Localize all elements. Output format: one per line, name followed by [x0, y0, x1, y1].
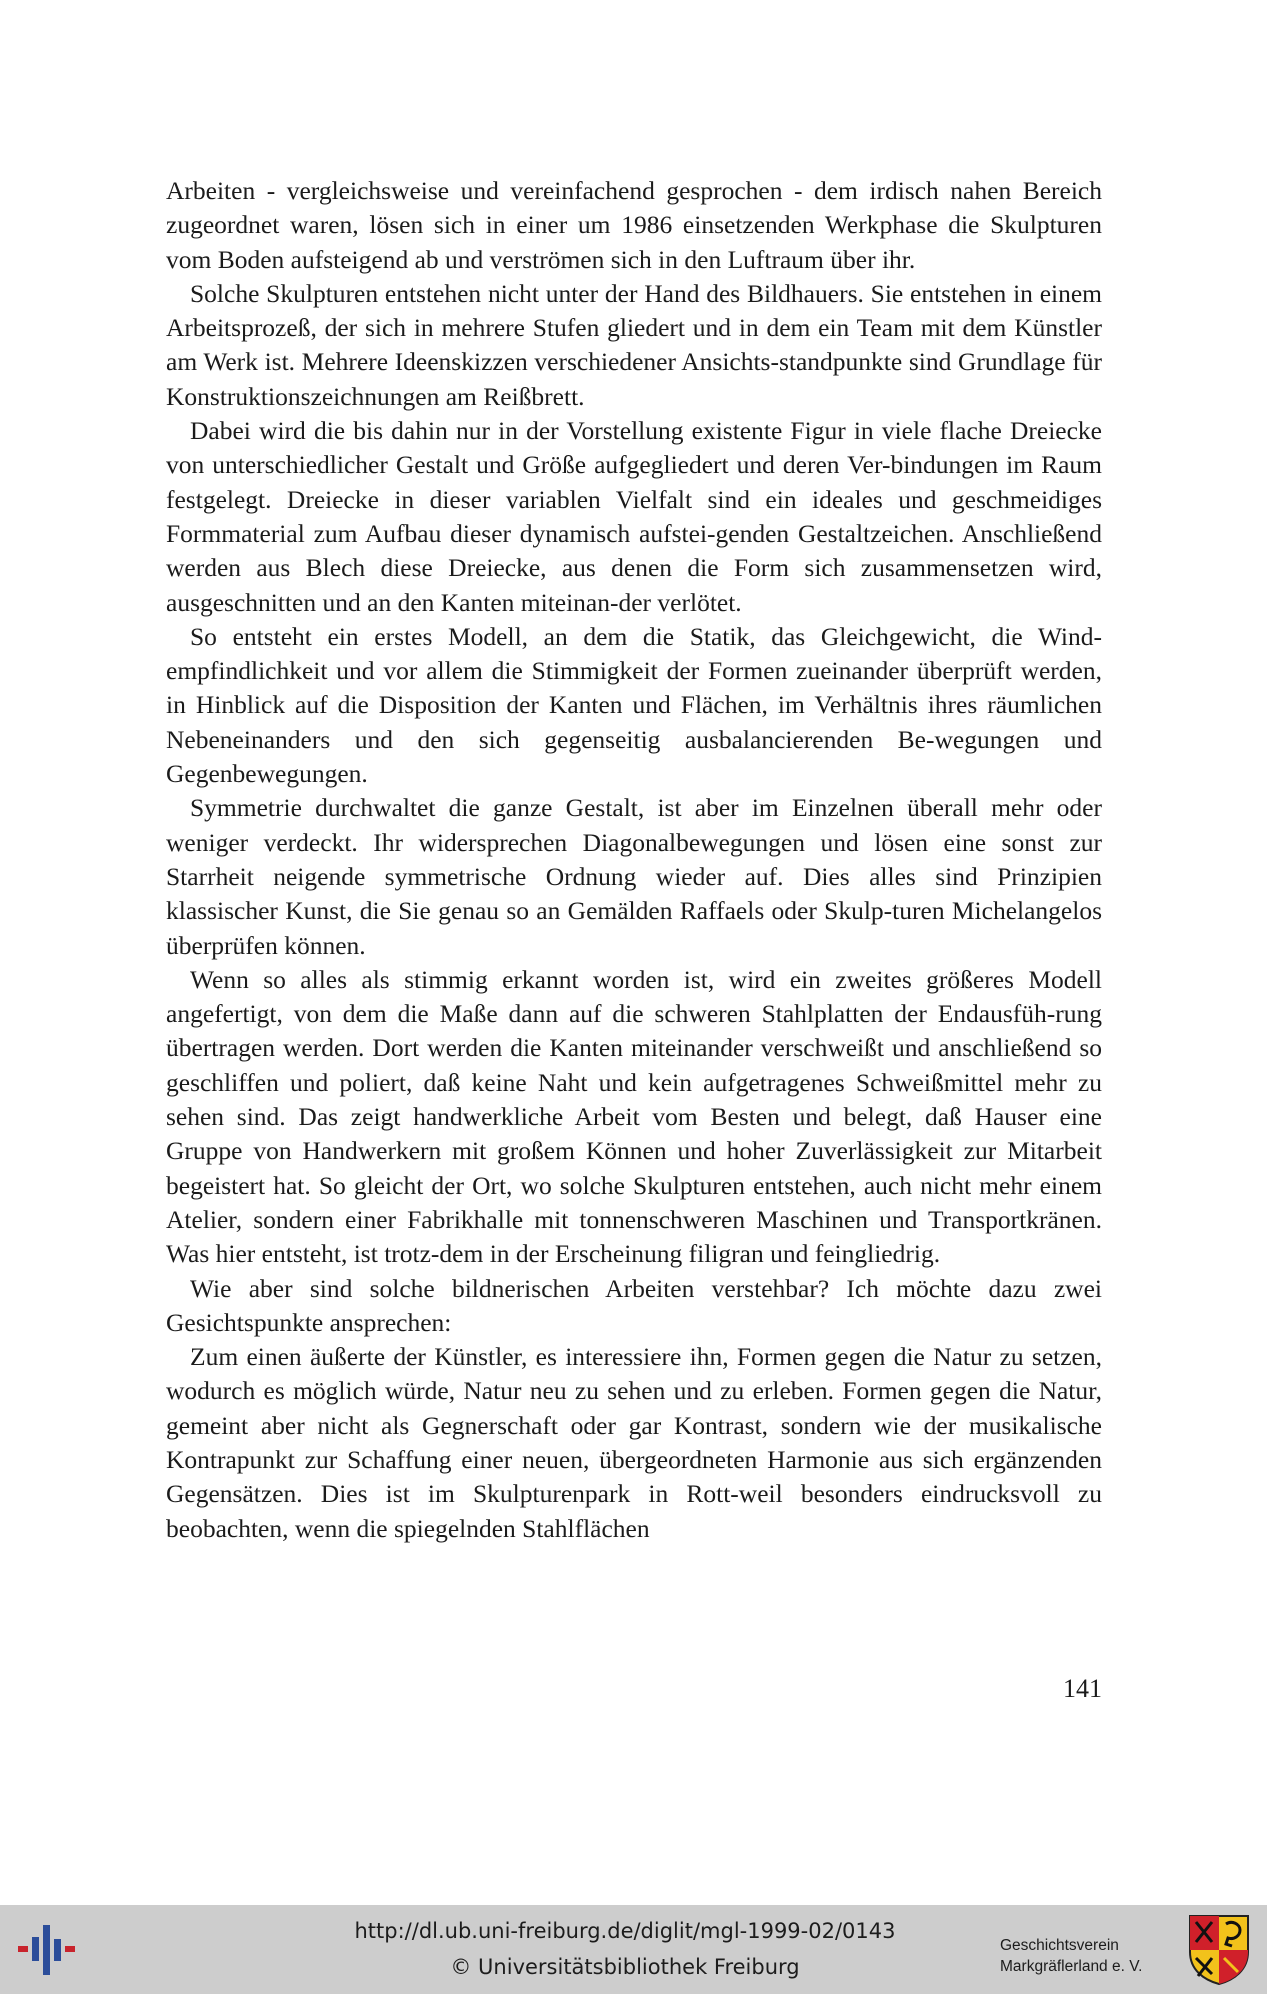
- paragraph-6: Wenn so alles als stimmig erkannt worden ist, wird ein zweites größeres Modell angefertigt, von dem die Maße dann auf die schweren Stahlplatten der Endausfüh-rung übertragen werden. Dort werden die Kanten miteinander verschweißt und anschließend so geschliffen und poliert, daß keine Naht und kein aufgetragenes Schweißmittel mehr zu sehen sind. Das zeigt handwerkliche Arbeit vom Besten und belegt, daß Hauser eine Gruppe von Handwerkern mit großem Können und hoher Zuverlässigkeit zur Mitarbeit begeistert hat. So gleicht der Ort, wo solche Skulpturen entstehen, auch nicht mehr einem Atelier, sondern einer Fabrikhalle mit tonnenschweren Maschinen und Transportkränen. Was hier entsteht, ist trotz-dem in der Erscheinung filigran und feingliedrig.: [166, 964, 1102, 1269]
- society-name: [1000, 1935, 1195, 1977]
- paragraph-1: Arbeiten - vergleichsweise und vereinfachend gesprochen - dem irdisch nahen Bereich zugeordnet waren, lösen sich in einer um 1986 einsetzenden Werkphase die Skulpturen vom Boden aufsteigend ab und verströmen sich in den Luftraum über ihr.: [166, 176, 1102, 274]
- paragraph-3: Dabei wird die bis dahin nur in der Vorstellung existente Figur in viele flache Dreiecke von unterschiedlicher Gestalt und Größe aufgegliedert und deren Ver-bindungen im Raum festgelegt. Dreiecke in dieser variablen Vielfalt sind ein ideales und geschmeidiges Formmaterial zum Aufbau dieser dynamisch aufstei-genden Gestaltzeichen. Anschließend werden aus Blech diese Dreiecke, aus denen die Form sich zusammensetzen wird, ausgeschnitten und an den Kanten miteinan-der verlötet.: [166, 416, 1102, 617]
- ub-freiburg-logo-icon[interactable]: [18, 1925, 78, 1975]
- paragraph-2: Solche Skulpturen entstehen nicht unter der Hand des Bildhauers. Sie entstehen in einem Arbeitsprozeß, der sich in mehrere Stufen gliedert und in dem ein Team mit dem Künstler am Werk ist. Mehrere Ideenskizzen verschiedener Ansichts-standpunkte sind Grundlage für Konstruktionszeichnungen am Reißbrett.: [166, 278, 1102, 411]
- paragraph-8: Zum einen äußerte der Künstler, es interessiere ihn, Formen gegen die Natur zu setzen, wodurch es möglich würde, Natur neu zu sehen und zu erleben. Formen gegen die Natur, gemeint aber nicht als Gegnerschaft oder gar Kontrast, sondern wie der musikalische Kontrapunkt zur Schaffung einer neuen, übergeordneten Harmonie aus sich ergänzenden Gegensätzen. Dies ist im Skulpturenpark in Rott-weil besonders eindrucksvoll zu beobachten, wenn die spiegelnden Stahlflächen: [166, 1342, 1102, 1543]
- society-name-line-1: Geschichtsverein: [1000, 1937, 1119, 1954]
- source-url-link[interactable]: http://dl.ub.uni-freiburg.de/diglit/mgl-1999-02/0143: [354, 1919, 896, 1943]
- body-text: [166, 174, 1102, 1546]
- copyright-notice: © Universitätsbibliothek Freiburg: [450, 1955, 800, 1979]
- coat-of-arms-icon[interactable]: [1188, 1914, 1250, 1986]
- paragraph-5: Symmetrie durchwaltet die ganze Gestalt, ist aber im Einzelnen überall mehr oder weniger verdeckt. Ihr widersprechen Diagonalbewegungen und lösen eine sonst zur Starrheit neigende symmetrische Ordnung wieder auf. Dies alles sind Prinzipien klassischer Kunst, die Sie genau so an Gemälden Raffaels oder Skulp-turen Michelangelos überprüfen können.: [166, 793, 1102, 960]
- footer-bar: [0, 1905, 1267, 1994]
- paragraph-4: So entsteht ein erstes Modell, an dem die Statik, das Gleichgewicht, die Wind-empfindlichkeit und vor allem die Stimmigkeit der Formen zueinander überprüft werden, in Hinblick auf die Disposition der Kanten und Flächen, im Verhältnis ihres räumlichen Nebeneinanders und den sich gegenseitig ausbalancierenden Be-wegungen und Gegenbewegungen.: [166, 621, 1102, 789]
- page-number: 141: [1063, 1674, 1102, 1703]
- paragraph-7: Wie aber sind solche bildnerischen Arbeiten verstehbar? Ich möchte dazu zwei Gesichtspunkte ansprechen:: [166, 1273, 1102, 1337]
- society-name-line-2: Markgräflerland e. V.: [1000, 1958, 1143, 1975]
